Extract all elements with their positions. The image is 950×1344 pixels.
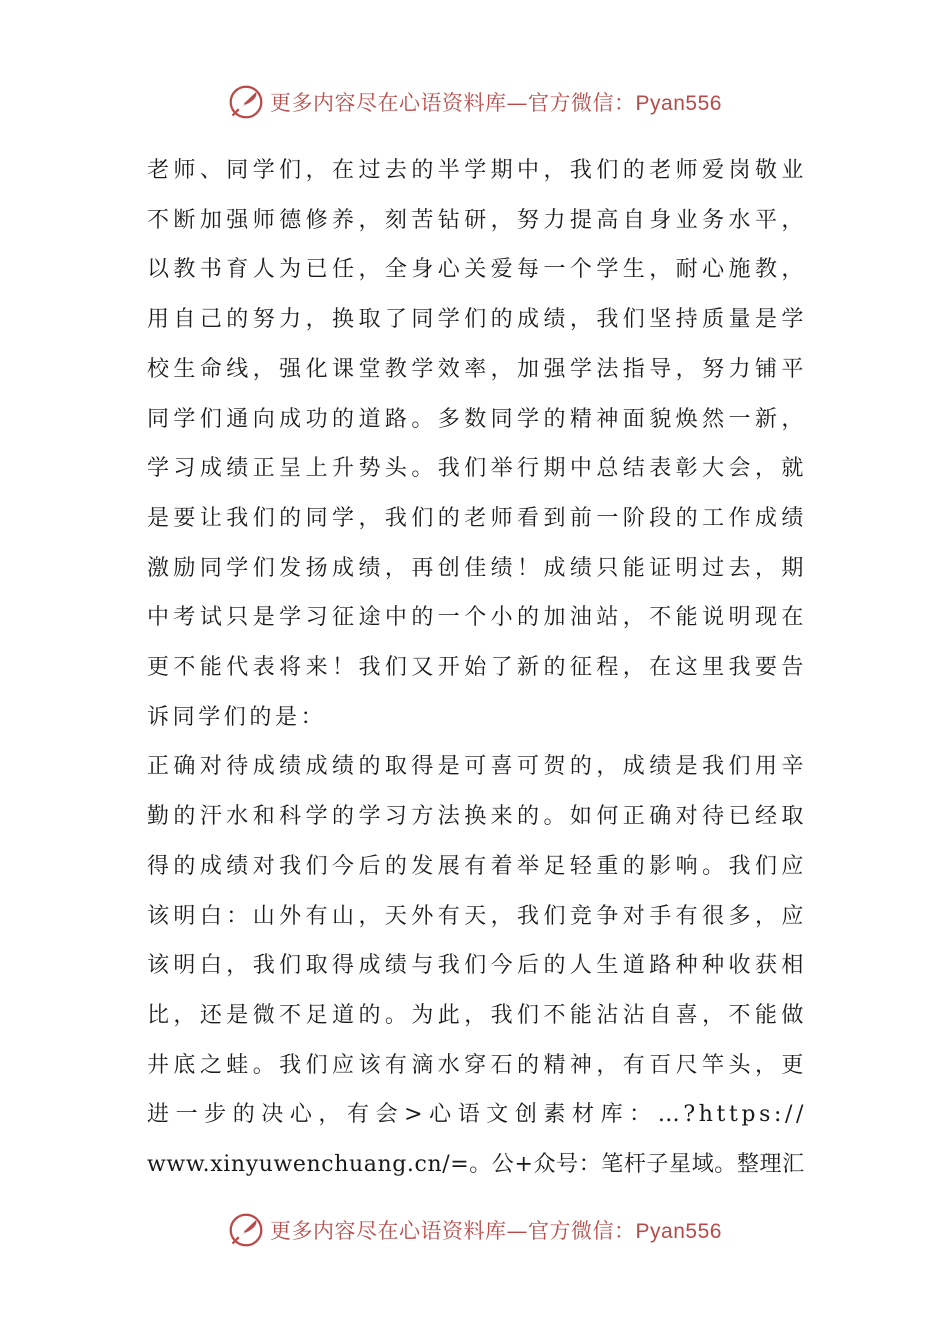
body-line: 比，还是微不足道的。为此，我们不能沾沾自喜，不能做 — [147, 1002, 807, 1028]
quill-pen-logo-icon — [228, 1212, 264, 1248]
body-line: 井底之蛙。我们应该有滴水穿石的精神，有百尺竿头，更 — [147, 1052, 807, 1078]
body-line: 该明白：山外有山，天外有天，我们竞争对手有很多，应 — [147, 903, 807, 929]
body-line: 中考试只是学习征途中的一个小的加油站，不能说明现在 — [147, 605, 807, 631]
body-line: 是要让我们的同学，我们的老师看到前一阶段的工作成绩 — [147, 505, 807, 531]
body-line: 激励同学们发扬成绩，再创佳绩！成绩只能证明过去，期 — [147, 555, 807, 581]
footer-banner — [0, 1210, 950, 1250]
header-banner — [0, 82, 950, 122]
body-line: 老师、同学们，在过去的半学期中，我们的老师爱岗敬业 — [147, 158, 807, 183]
body-line: 进一步的决心，有会>心语文创素材库：…?https:// — [147, 1102, 807, 1128]
body-line: 更不能代表将来！我们又开始了新的征程，在这里我要告 — [147, 655, 807, 681]
body-line: 勤的汗水和科学的学习方法换来的。如何正确对待已经取 — [147, 804, 807, 830]
footer-banner-text — [270, 1215, 722, 1245]
body-line: www.xinyuwenchuang.cn/=。公+众号：笔杆子星域。整理汇 — [147, 1152, 805, 1178]
footer-banner-prefix: 更多内容尽在心语资料库—官方微信： — [270, 1219, 636, 1243]
body-line: 正确对待成绩成绩的取得是可喜可贺的，成绩是我们用辛 — [147, 754, 807, 780]
body-line: 诉同学们的是： — [147, 704, 327, 730]
body-line: 以教书育人为已任，全身心关爱每一个学生，耐心施教， — [147, 257, 807, 283]
document-body — [147, 146, 807, 1190]
body-line: 学习成绩正呈上升势头。我们举行期中总结表彰大会，就 — [147, 456, 807, 482]
header-banner-handle: Pyan556 — [635, 92, 722, 115]
header-banner-text — [270, 87, 722, 117]
header-banner-prefix: 更多内容尽在心语资料库—官方微信： — [270, 91, 636, 115]
body-line: 得的成绩对我们今后的发展有着举足轻重的影响。我们应 — [147, 853, 807, 879]
body-line: 同学们通向成功的道路。多数同学的精神面貌焕然一新， — [147, 406, 807, 432]
quill-pen-logo-icon — [228, 84, 264, 120]
footer-banner-handle: Pyan556 — [635, 1220, 722, 1243]
body-line: 不断加强师德修养，刻苦钻研，努力提高自身业务水平， — [147, 207, 807, 233]
body-line: 用自己的努力，换取了同学们的成绩，我们坚持质量是学 — [147, 307, 807, 333]
body-line: 校生命线，强化课堂教学效率，加强学法指导，努力铺平 — [147, 356, 807, 382]
body-line: 该明白，我们取得成绩与我们今后的人生道路种种收获相 — [147, 953, 807, 979]
